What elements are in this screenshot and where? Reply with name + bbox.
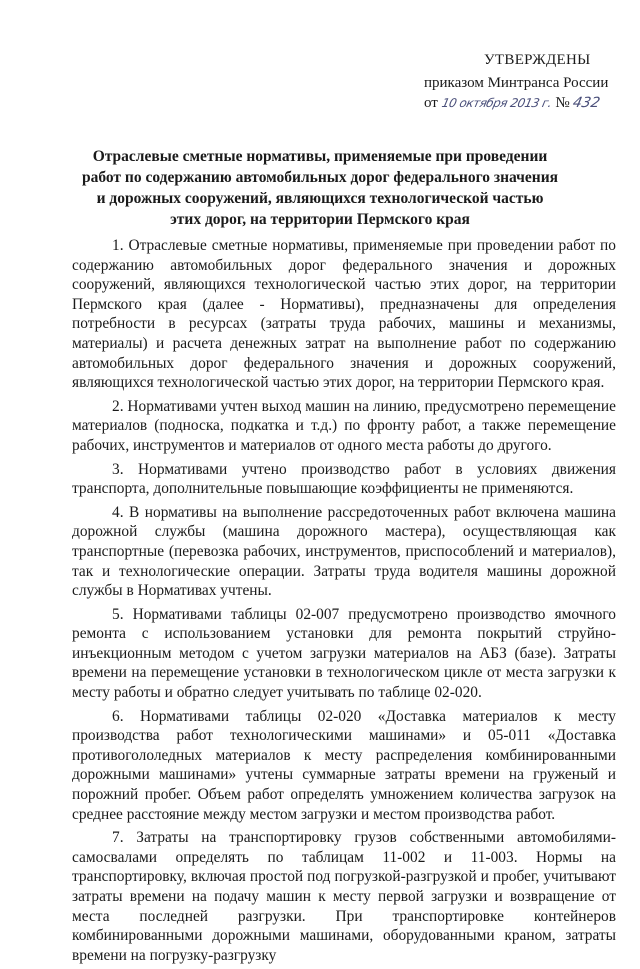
handwritten-number: 432 [571, 95, 602, 111]
paragraph-4: 4. В нормативы на выполнение рассредоточенных работ включена машина дорожной службы (машина дорожного мастера), осуществляющая как транспортные (перевозка рабочих, инструментов, приспособлений и материалов), так и технологические операции. Затраты труда водителя машины дорожной службы в Нормативах учтены. [72, 503, 616, 600]
handwritten-date: 10 октября 2013 г. [440, 96, 553, 110]
date-label: от [424, 95, 438, 111]
paragraph-7: 7. Затраты на транспортировку грузов собственными автомобилями-самосвалами определять по таблицам 11-002 и 11-003. Нормы на транспортировку, включая простой под погрузкой-разгрузкой и пробег, учитывают затраты времени на подачу машин к месту первой загрузки и возвращение от места последней разгрузки. При транспортировке контейнеров комбинированными дорожными машинами, оборудованными краном, затраты времени на погрузку-разгрузку [72, 829, 616, 964]
paragraph-3: 3. Нормативами учтено производство работ в условиях движения транспорта, дополнительные повышающие коэффициенты не применяются. [72, 460, 616, 498]
paragraph-5: 5. Нормативами таблицы 02-007 предусмотрено производство ямочного ремонта с использованием установки для ремонта покрытий струйно-инъекционным методом с учетом загрузки материалов на АБЗ (базе). Затраты времени на перемещение установки в технологическом цикле от места загрузки к месту работы и обратно следует учитывать по таблице 02-020. [72, 605, 616, 702]
paragraph-2: 2. Нормативами учтен выход машин на линию, предусмотрено перемещение материалов (подноска, подкатка и т.д.) по фронту работ, а также перемещение рабочих, инструментов и материалов от одного места работы до другого. [72, 397, 616, 454]
approved-order-line: приказом Минтранса России [424, 75, 609, 91]
document-body [72, 236, 616, 969]
paragraph-1: 1. Отраслевые сметные нормативы, применяемые при проведении работ по содержанию автомобильных дорог федерального значения и дорожных сооружений, являющихся технологической частью этих дорог, на территории Пермского края (далее - Нормативы), предназначены для определения потребности в ресурсах (затраты труда рабочих, машины и механизмы, материалы) и расчета денежных затрат на выполнение работ по содержанию автомобильных дорог федерального значения и дорожных сооружений, являющихся технологической частью этих дорог, на территории Пермского края. [72, 237, 616, 392]
paragraph-6: 6. Нормативами таблицы 02-020 «Доставка материалов к месту производства работ технологическими машинами» и 05-011 «Доставка противогололедных материалов к месту распределения комбинированными дорожными машинами» учтены суммарные затраты времени на груженый и порожний пробег. Объем работ определять умножением количества загрузок на среднее расстояние между местом загрузки и местом производства работ. [72, 707, 616, 823]
approved-date-number-line [424, 95, 613, 112]
number-label: № [555, 95, 570, 111]
approved-heading: УТВЕРЖДЕНЫ [484, 52, 591, 68]
document-title: Отраслевые сметные нормативы, применяемые при проведении работ по содержанию автомобильных дорог федерального значения и дорожных сооружений, являющихся технологической частью этих дорог, на территории Пермского края [81, 148, 559, 228]
